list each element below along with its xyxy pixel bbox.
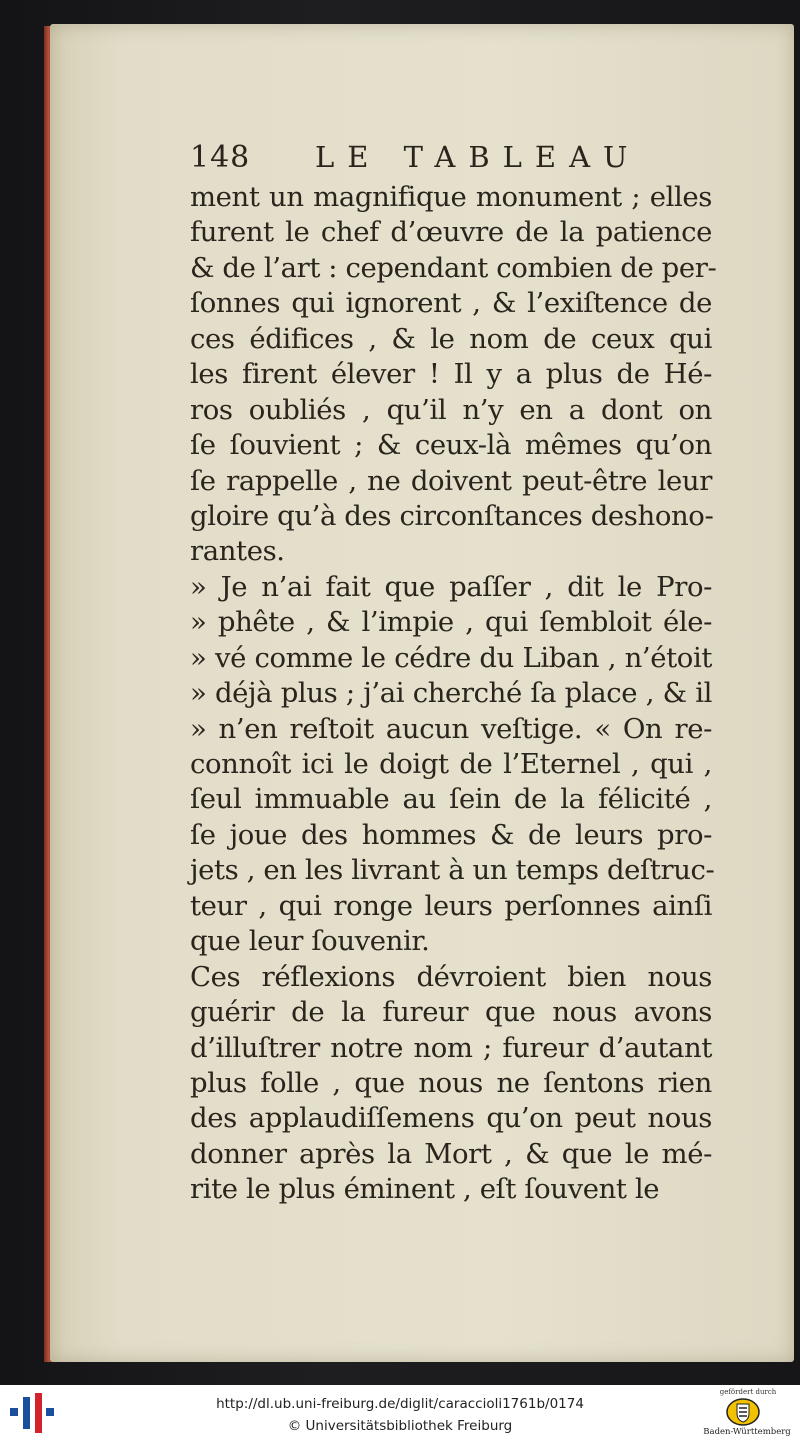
text-line: ſonnes qui ignorent , & l’exiſtence de — [190, 287, 712, 320]
text-line: ment un magnifique monument ; elles — [190, 181, 712, 213]
text-line: d’illuſtrer notre nom ; fureur d’autant — [190, 1031, 712, 1064]
text-line: ros oubliés , qu’il n’y en a dont on — [190, 393, 712, 426]
text-line: que leur ſouvenir. — [190, 925, 430, 958]
baden-wuerttemberg-crest-icon — [726, 1398, 760, 1426]
text-line: teur , qui ronge leurs perſonnes ainſi — [190, 889, 712, 922]
text-line: » phête , & l’impie , qui ſembloit éle- — [190, 606, 712, 639]
text-line: furent le chef d’œuvre de la patience — [190, 216, 712, 249]
running-title: LE TABLEAU — [315, 140, 641, 174]
text-line: ſeul immuable au ſein de la félicité , — [190, 783, 712, 816]
text-line: » Je n’ai fait que paſſer , dit le Pro- — [190, 570, 712, 603]
page-text — [190, 180, 717, 1208]
viewer-footer — [0, 1385, 800, 1441]
text-line: connoît ici le doigt de l’Eternel , qui , — [190, 748, 712, 780]
document-url[interactable]: http://dl.ub.uni-freiburg.de/diglit/caraccioli1761b/0174 — [216, 1396, 584, 1412]
text-line: guérir de la fureur que nous avons — [190, 996, 712, 1029]
text-line: » n’en reſtoit aucun veſtige. « On re- — [190, 712, 712, 745]
text-line: Ces réflexions dévroient bien nous — [190, 960, 712, 993]
text-line: des applaudiſſemens qu’on peut nous — [190, 1102, 712, 1135]
text-line: rantes. — [190, 535, 285, 568]
text-line: ſe ſouvient ; & ceux-là mêmes qu’on — [190, 429, 712, 462]
text-line: ſe rappelle , ne doivent peut-être leur — [190, 464, 712, 497]
sponsor-name: Baden-Württemberg — [703, 1427, 791, 1437]
text-line: » déjà plus ; j’ai cherché ſa place , & il — [190, 677, 712, 710]
text-line: gloire qu’à des circonſtances deshono- — [190, 499, 714, 532]
page-header — [190, 140, 710, 180]
page-number: 148 — [190, 140, 251, 175]
text-line: plus folle , que nous ne ſentons rien — [190, 1066, 712, 1099]
text-line: » vé comme le cédre du Liban , n’étoit — [190, 641, 712, 674]
text-line: rite le plus éminent , eſt ſouvent le — [190, 1173, 660, 1206]
sponsor-label: gefördert durch — [719, 1388, 777, 1396]
text-line: ſe joue des hommes & de leurs pro- — [190, 818, 712, 851]
text-line: les firent élever ! Il y a plus de Hé- — [190, 358, 712, 391]
text-line: donner après la Mort , & que le mé- — [190, 1137, 712, 1170]
text-line: & de l’art : cependant combien de per- — [190, 251, 717, 284]
copyright-notice: © Universitätsbibliothek Freiburg — [287, 1418, 513, 1434]
text-line: jets , en les livrant à un temps deſtruc- — [190, 854, 715, 887]
text-line: ces édifices , & le nom de ceux qui — [190, 322, 712, 355]
